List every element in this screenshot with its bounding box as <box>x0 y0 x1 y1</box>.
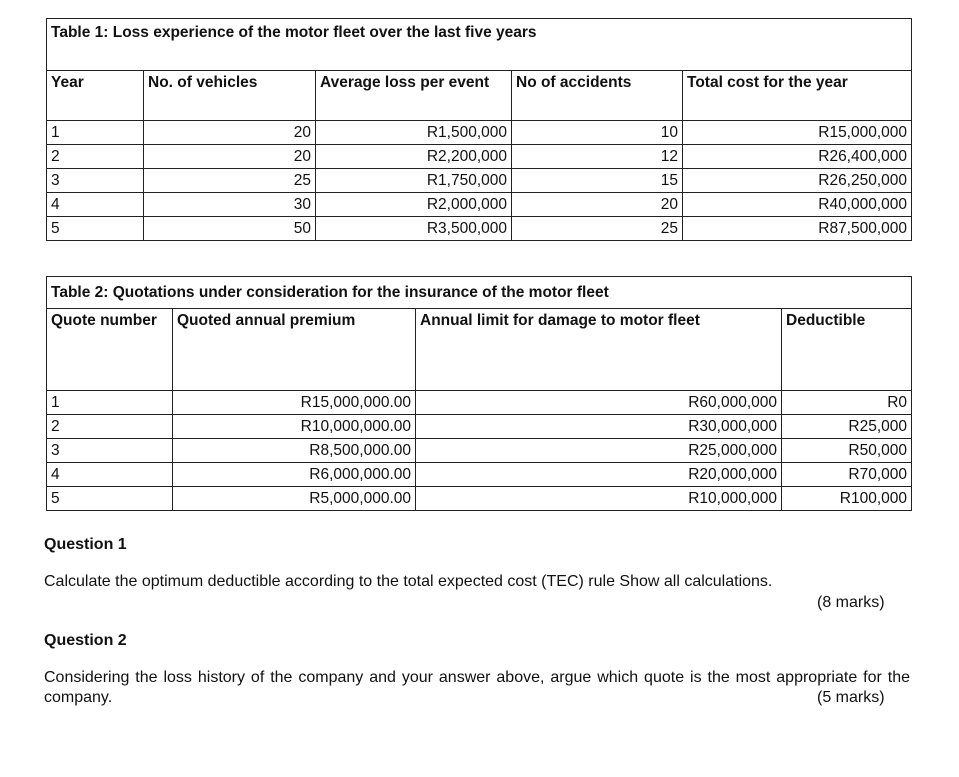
table2-cell-limit: R10,000,000 <box>416 487 782 511</box>
table1-cell-avg-loss: R2,000,000 <box>316 193 512 217</box>
question-2-text: Considering the loss history of the company and your answer above, argue which quote is the most appropriate for the company. <box>44 669 910 706</box>
table-row <box>47 217 912 241</box>
table2-cell-premium: R15,000,000.00 <box>173 391 416 415</box>
table1-cell-year: 1 <box>47 121 144 145</box>
table1-cell-vehicles: 30 <box>144 193 316 217</box>
question-1-heading: Question 1 <box>44 536 127 553</box>
table2-cell-deductible: R70,000 <box>782 463 912 487</box>
table1-cell-avg-loss: R2,200,000 <box>316 145 512 169</box>
table1-cell-vehicles: 20 <box>144 145 316 169</box>
table1-cell-total: R15,000,000 <box>683 121 912 145</box>
table2-title: Table 2: Quotations under consideration for the insurance of the motor fleet <box>47 277 912 309</box>
table2-cell-limit: R60,000,000 <box>416 391 782 415</box>
table1-cell-avg-loss: R3,500,000 <box>316 217 512 241</box>
table2-cell-deductible: R100,000 <box>782 487 912 511</box>
table1-cell-accidents: 15 <box>512 169 683 193</box>
quotations-table <box>46 276 912 511</box>
table1-cell-total: R26,400,000 <box>683 145 912 169</box>
table-row <box>47 169 912 193</box>
table-row <box>47 193 912 217</box>
table2-header-quote: Quote number <box>47 309 173 391</box>
table-row <box>47 439 912 463</box>
table1-header-accidents: No of accidents <box>512 71 683 121</box>
table1-cell-year: 3 <box>47 169 144 193</box>
table2-cell-limit: R30,000,000 <box>416 415 782 439</box>
table-row <box>47 391 912 415</box>
table1-header-year: Year <box>47 71 144 121</box>
table-row <box>47 487 912 511</box>
table1-cell-year: 2 <box>47 145 144 169</box>
question-1-marks: (8 marks) <box>817 594 885 611</box>
table2-header-limit: Annual limit for damage to motor fleet <box>416 309 782 391</box>
table2-cell-quote: 4 <box>47 463 173 487</box>
table-row <box>47 415 912 439</box>
question-2-marks: (5 marks) <box>817 689 885 706</box>
table2-cell-deductible: R0 <box>782 391 912 415</box>
table2-cell-premium: R8,500,000.00 <box>173 439 416 463</box>
table1-cell-accidents: 25 <box>512 217 683 241</box>
table2-cell-deductible: R50,000 <box>782 439 912 463</box>
table2-cell-quote: 2 <box>47 415 173 439</box>
table1-cell-total: R26,250,000 <box>683 169 912 193</box>
table1-cell-vehicles: 20 <box>144 121 316 145</box>
table2-cell-premium: R5,000,000.00 <box>173 487 416 511</box>
table2-header-premium: Quoted annual premium <box>173 309 416 391</box>
table1-cell-vehicles: 50 <box>144 217 316 241</box>
table1-cell-avg-loss: R1,500,000 <box>316 121 512 145</box>
question-1-text: Calculate the optimum deductible according to the total expected cost (TEC) rule Show all calculations. <box>44 573 773 590</box>
table2-cell-limit: R20,000,000 <box>416 463 782 487</box>
table1-cell-accidents: 20 <box>512 193 683 217</box>
table1-header-vehicles: No. of vehicles <box>144 71 316 121</box>
table-row <box>47 463 912 487</box>
table2-header-deductible: Deductible <box>782 309 912 391</box>
table1-cell-avg-loss: R1,750,000 <box>316 169 512 193</box>
table2-cell-deductible: R25,000 <box>782 415 912 439</box>
table2-cell-quote: 5 <box>47 487 173 511</box>
table1-cell-year: 4 <box>47 193 144 217</box>
table1-title: Table 1: Loss experience of the motor fleet over the last five years <box>47 19 912 71</box>
table1-cell-vehicles: 25 <box>144 169 316 193</box>
table1-cell-total: R40,000,000 <box>683 193 912 217</box>
table1-cell-accidents: 12 <box>512 145 683 169</box>
question-2-heading: Question 2 <box>44 632 127 649</box>
table-row <box>47 121 912 145</box>
table1-header-avg-loss: Average loss per event <box>316 71 512 121</box>
table2-cell-premium: R10,000,000.00 <box>173 415 416 439</box>
table1-cell-accidents: 10 <box>512 121 683 145</box>
table-row <box>47 145 912 169</box>
table2-cell-limit: R25,000,000 <box>416 439 782 463</box>
loss-experience-table <box>46 18 912 241</box>
table1-header-total: Total cost for the year <box>683 71 912 121</box>
table2-cell-quote: 1 <box>47 391 173 415</box>
table1-cell-total: R87,500,000 <box>683 217 912 241</box>
table2-cell-premium: R6,000,000.00 <box>173 463 416 487</box>
table1-cell-year: 5 <box>47 217 144 241</box>
table2-cell-quote: 3 <box>47 439 173 463</box>
